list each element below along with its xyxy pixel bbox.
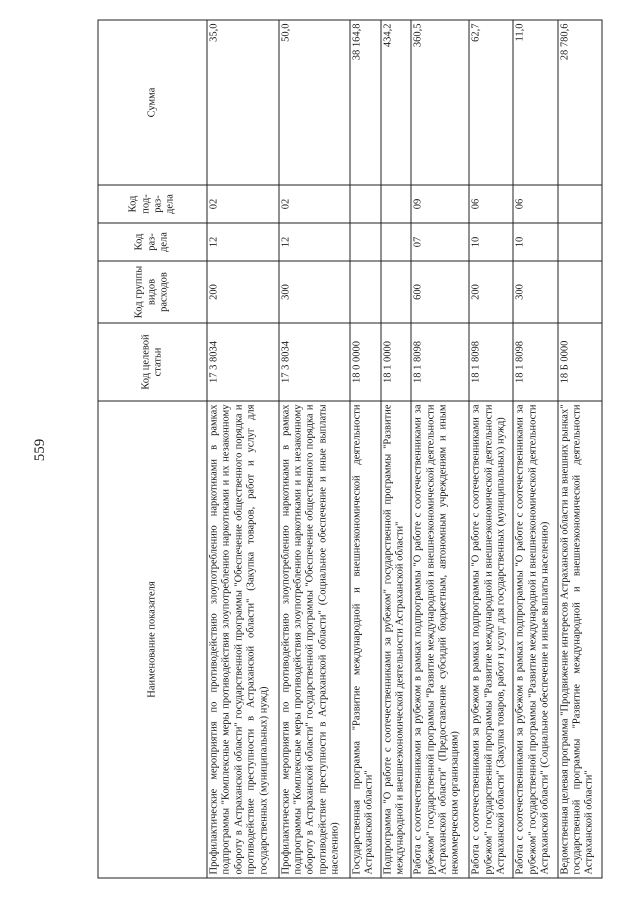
- header-target-code: Код целевой статьи: [98, 323, 207, 401]
- row-section-code: 12: [278, 223, 350, 261]
- row-amount: 434,2: [380, 20, 411, 185]
- row-name: Ведомственная целевая программа "Продвижение интересов Астраханской области на внешних рынках" государственной программы "Развитие международной и внешнеэкономической деятельности Астраханской области": [557, 401, 601, 878]
- row-section-code: 10: [513, 223, 557, 261]
- row-subsection-code: [557, 185, 601, 223]
- row-group-code: [557, 261, 601, 323]
- row-group-code: 200: [469, 261, 513, 323]
- row-name: Государственная программа "Развитие международной и внешнеэкономической деятельности Астраханской области": [350, 401, 381, 878]
- row-target-code: 18 0 0000: [350, 323, 381, 401]
- table-row: [469, 20, 513, 878]
- row-subsection-code: 06: [469, 185, 513, 223]
- table-row: [207, 20, 279, 878]
- row-amount: 11,0: [513, 20, 557, 185]
- row-group-code: 300: [513, 261, 557, 323]
- row-amount: 28 780,6: [557, 20, 601, 185]
- row-target-code: 18 1 0000: [380, 323, 411, 401]
- row-section-code: 10: [469, 223, 513, 261]
- row-section-code: 12: [207, 223, 279, 261]
- table-row: [513, 20, 557, 878]
- row-name: Работа с соотечественниками за рубежом в рамках подпрограммы "О работе с соотечественниками за рубежом" государственной программы "Развитие международной и внешнеэкономической деятельности Астраханской области" (Социальное обеспечение и иные выплаты населению): [513, 401, 557, 878]
- budget-table: [97, 19, 602, 878]
- header-group-code: Код группы видов расходов: [98, 261, 207, 323]
- row-name: Профилактические мероприятия по противодействию злоупотреблению наркотиками в рамках подпрограммы "Комплексные меры противодействия злоупотреблению наркотиками и их незаконному обороту в Астраханской области" государственной программы "Обеспечение общественного порядка и противодействие преступности в Астраханской области" (Закупка товаров, работ и услуг для государственных (муниципальных) нужд): [207, 401, 279, 878]
- table-row: [411, 20, 469, 878]
- header-name: Наименование показателя: [98, 401, 207, 878]
- row-target-code: 18 1 8098: [469, 323, 513, 401]
- header-row: [98, 20, 207, 878]
- row-target-code: 17 3 8034: [207, 323, 279, 401]
- row-amount: 38 164,8: [350, 20, 381, 185]
- row-name: Работа с соотечественниками за рубежом в рамках подпрограммы "О работе с соотечественниками за рубежом" государственной программы "Развитие международной и внешнеэкономической деятельности Астраханской области" (Закупка товаров, работ и услуг для государственных (муниципальных) нужд): [469, 401, 513, 878]
- rotated-table-container: [97, 20, 602, 878]
- header-subsection-code: Код под-раз-дела: [98, 185, 207, 223]
- budget-table-region: [97, 20, 602, 878]
- row-subsection-code: 09: [411, 185, 469, 223]
- row-section-code: [557, 223, 601, 261]
- row-subsection-code: [380, 185, 411, 223]
- header-section-code: Код раз-дела: [98, 223, 207, 261]
- row-group-code: [380, 261, 411, 323]
- table-row: [557, 20, 601, 878]
- row-amount: 50,0: [278, 20, 350, 185]
- table-row: [278, 20, 350, 878]
- row-name: Подпрограмма "О работе с соотечественниками за рубежом" государственной программы "Развитие международной и внешнеэкономической деятельности Астраханской области": [380, 401, 411, 878]
- row-group-code: [350, 261, 381, 323]
- row-amount: 62,7: [469, 20, 513, 185]
- row-amount: 360,5: [411, 20, 469, 185]
- table-row: [380, 20, 411, 878]
- header-amount: Сумма: [98, 20, 207, 185]
- row-subsection-code: [350, 185, 381, 223]
- row-group-code: 200: [207, 261, 279, 323]
- row-section-code: 07: [411, 223, 469, 261]
- row-subsection-code: 02: [207, 185, 279, 223]
- row-target-code: 18 1 8098: [513, 323, 557, 401]
- row-target-code: 17 3 8034: [278, 323, 350, 401]
- page-number: 559: [32, 438, 48, 462]
- row-name: Профилактические мероприятия по противодействию злоупотреблению наркотиками в рамках подпрограммы "Комплексные меры противодействия злоупотреблению наркотиками и их незаконному обороту в Астраханской области" государственной программы "Обеспечение общественного порядка и противодействие преступности в Астраханской области" (Социальное обеспечение и иные выплаты населению): [278, 401, 350, 878]
- row-section-code: [350, 223, 381, 261]
- row-subsection-code: 02: [278, 185, 350, 223]
- row-group-code: 300: [278, 261, 350, 323]
- table-row: [350, 20, 381, 878]
- row-target-code: 18 1 8098: [411, 323, 469, 401]
- row-target-code: 18 Б 0000: [557, 323, 601, 401]
- row-section-code: [380, 223, 411, 261]
- row-amount: 35,0: [207, 20, 279, 185]
- row-group-code: 600: [411, 261, 469, 323]
- row-name: Работа с соотечественниками за рубежом в рамках подпрограммы "О работе с соотечественниками за рубежом" государственной программы "Развитие международной и внешнеэкономической деятельности Астраханской области" (Предоставление субсидий бюджетным, автономным учреждениям и иным некоммерческим организациям): [411, 401, 469, 878]
- row-subsection-code: 06: [513, 185, 557, 223]
